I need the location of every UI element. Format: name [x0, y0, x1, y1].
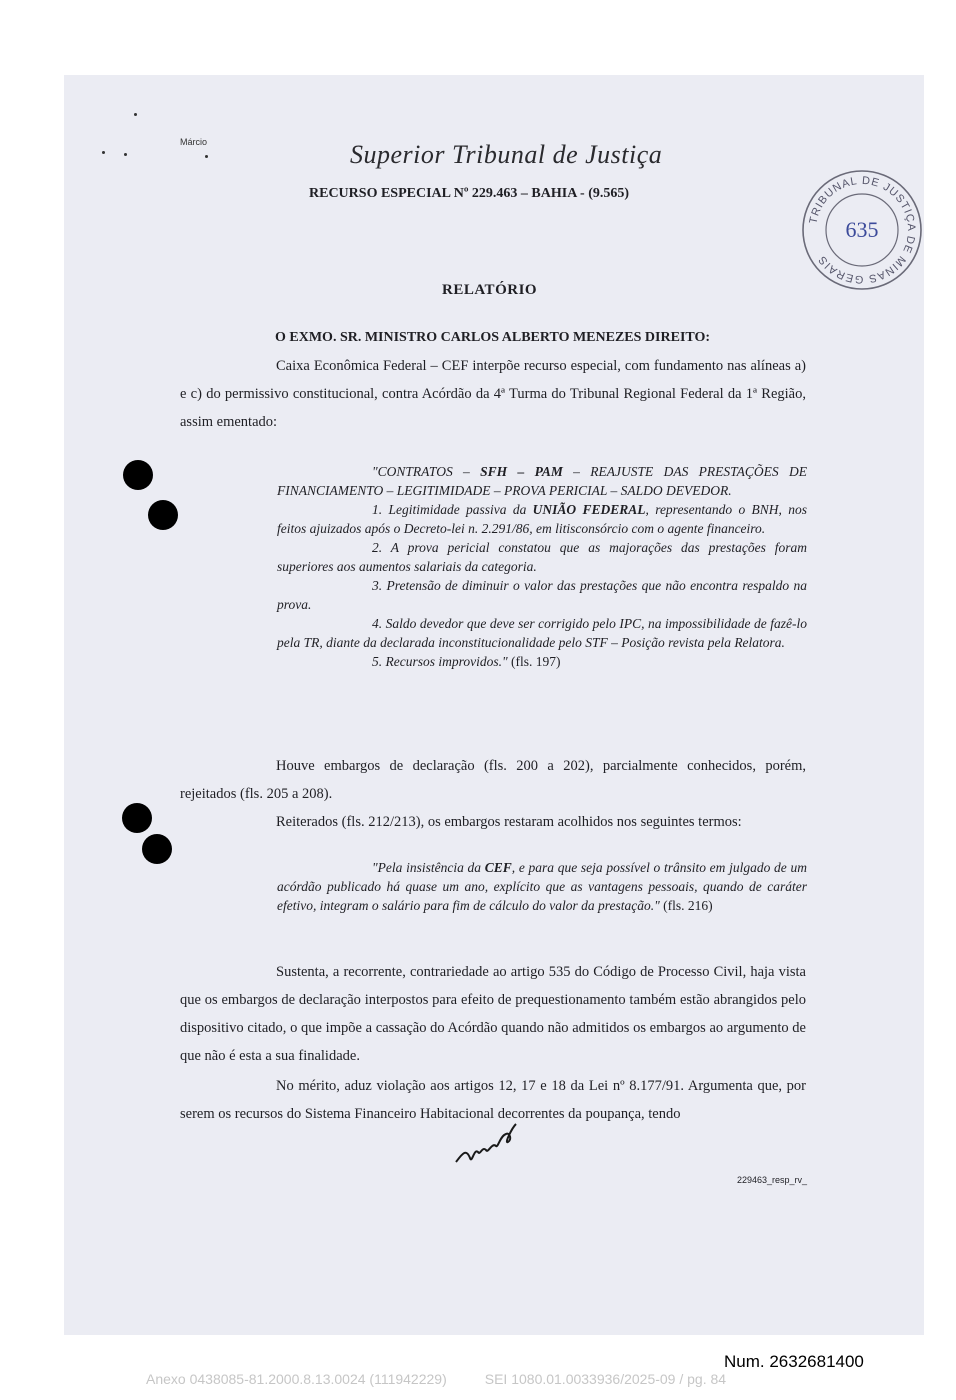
footer-sei: SEI 1080.01.0033936/2025-09 / pg. 84	[484, 1371, 727, 1387]
ementa-item-1-bold: UNIÃO FEDERAL	[532, 502, 646, 517]
initials-note: Márcio	[180, 137, 208, 147]
reiterados-paragraph: Reiterados (fls. 212/213), os embargos restaram acolhidos nos seguintes termos:	[276, 814, 742, 830]
scan-speck	[124, 153, 127, 156]
embargos-quote-lead: "Pela insistência da	[372, 860, 482, 875]
quoted-ementa	[277, 462, 807, 671]
redaction-dot	[123, 460, 153, 490]
merito-paragraph: No mérito, aduz violação aos artigos 12, 17 e 18 da Lei nº 8.177/91. Argumenta que, por serem os recursos do Sistema Financeiro Habitacional decorrentes da poupança, tendo	[180, 1078, 806, 1122]
embargos-quote-rest: , e para que seja possível o trânsito em julgado de um acórdão publicado há quase um ano, explícito que as vantagens pessoais, quando de caráter efetivo, integram o salário para fim de cálculo do valor da prestação."	[277, 860, 807, 913]
ementa-lead: "CONTRATOS –	[372, 464, 470, 479]
file-reference: 229463_resp_rv_	[737, 1175, 808, 1185]
redaction-dot	[122, 803, 152, 833]
stamp-page-number: 635	[845, 217, 879, 242]
ementa-heading	[277, 462, 807, 500]
ementa-item-4: 4. Saldo devedor que deve ser corrigido pelo IPC, na impossibilidade de fazê-lo pela TR, diante da declarada inconstitucionalidade pelo STF – Posição revista pela Relatora.	[277, 616, 807, 650]
document-number: Num. 2632681400	[724, 1352, 864, 1371]
ementa-item-1	[277, 500, 807, 538]
ementa-item-5	[277, 652, 807, 671]
footer-watermark	[146, 1371, 726, 1387]
handwritten-initials	[452, 1118, 522, 1170]
ementa-item-2: 2. A prova pericial constatou que as majorações das prestações foram superiores aos aumentos salariais da categoria.	[277, 540, 807, 574]
scan-speck	[205, 155, 208, 158]
court-seal-stamp	[800, 168, 924, 292]
report-heading: RELATÓRIO	[442, 282, 538, 298]
quoted-embargos	[277, 858, 807, 915]
ementa-item-1-text: 1. Legitimidade passiva da	[372, 502, 527, 517]
ementa-lead-rest: – REAJUSTE DAS PRESTAÇÕES DE FINANCIAMENTO – LEGITIMIDADE – PROVA PERICIAL – SALDO DEVEDOR.	[277, 464, 808, 498]
sustenta-paragraph: Sustenta, a recorrente, contrariedade ao artigo 535 do Código de Processo Civil, haja vista que os embargos de declaração interpostos para efeito de prequestionamento também estão abrangidos pelo dispositivo citado, o que impõe a cassação do Acórdão quando não admitidos os embargos ao argumento de que não é esta a sua finalidade.	[180, 964, 806, 1064]
embargos-quote-ref: (fls. 216)	[659, 898, 713, 913]
ementa-item-1-rest: , representando o BNH, nos feitos ajuizados após o Decreto-lei n. 2.291/86, em litisconsórcio com o agente financeiro.	[277, 502, 808, 536]
stamp-ring-text: TRIBUNAL DE JUSTIÇA DE MINAS GERAIS	[807, 174, 918, 286]
ementa-lead-bold: SFH – PAM	[480, 464, 563, 479]
embargos-quote-text	[277, 858, 807, 915]
scan-speck	[134, 113, 137, 116]
embargos-paragraph: Houve embargos de declaração (fls. 200 a 202), parcialmente conhecidos, porém, rejeitados (fls. 205 a 208).	[180, 758, 806, 802]
intro-paragraph: Caixa Econômica Federal – CEF interpõe recurso especial, com fundamento nas alíneas a) e c) do permissivo constitucional, contra Acórdão da 4ª Turma do Tribunal Regional Federal da 1ª Região, assim ementado:	[180, 358, 806, 430]
court-name: Superior Tribunal de Justiça	[350, 140, 663, 169]
redaction-dot	[142, 834, 172, 864]
case-title: RECURSO ESPECIAL Nº 229.463 – BAHIA - (9.565)	[309, 186, 630, 201]
minister-line: O EXMO. SR. MINISTRO CARLOS ALBERTO MENEZES DIREITO:	[275, 330, 711, 345]
ementa-item-3: 3. Pretensão de diminuir o valor das prestações que não encontra respaldo na prova.	[277, 578, 807, 612]
embargos-quote-bold: CEF	[484, 860, 512, 875]
scan-speck	[102, 151, 105, 154]
footer-annex: Anexo 0438085-81.2000.8.13.0024 (111942229)	[146, 1371, 447, 1387]
redaction-dot	[148, 500, 178, 530]
ementa-item-5-text: 5. Recursos improvidos."	[372, 654, 508, 669]
ementa-item-5-ref: (fls. 197)	[507, 654, 561, 669]
